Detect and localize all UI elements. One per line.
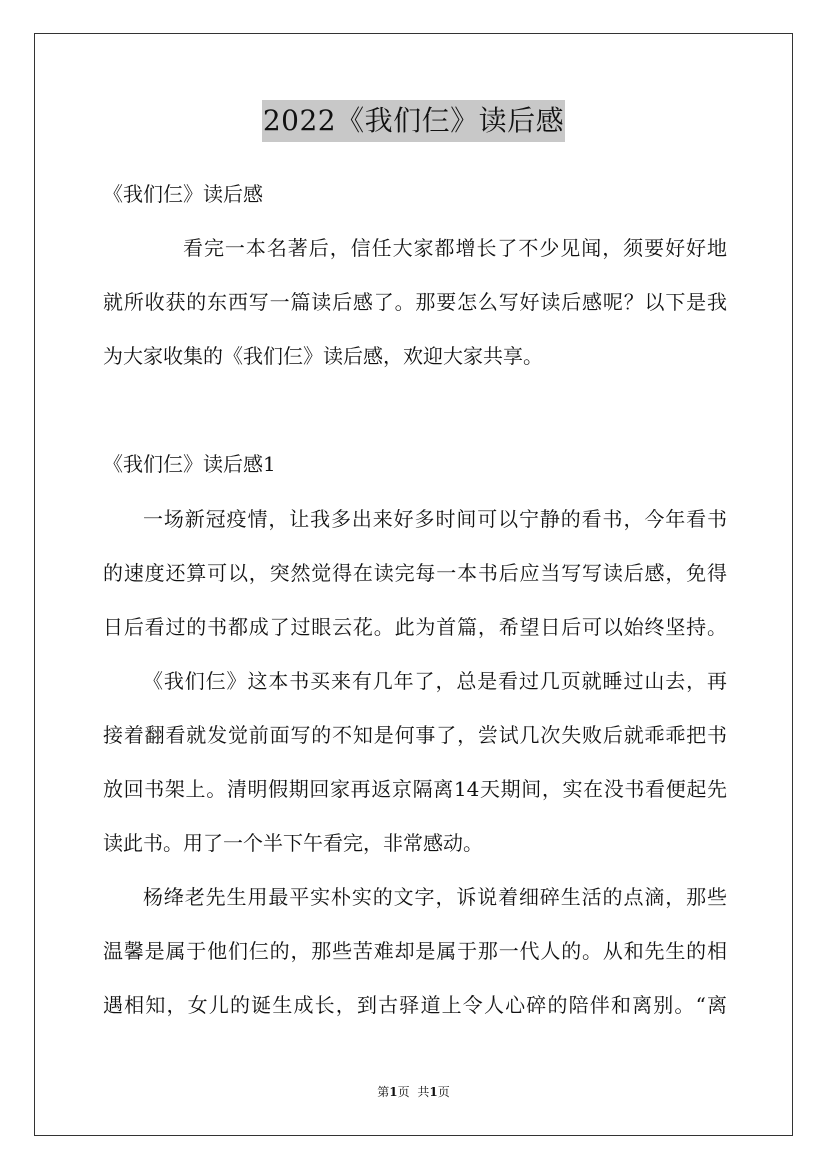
page-number-total: 1 xyxy=(429,1085,438,1099)
paragraph-line: 一场新冠疫情，让我多出来好多时间可以宁静的看书，今年看书 xyxy=(143,507,727,531)
paragraph-line: 杨绛老先生用最平实朴实的文字，诉说着细碎生活的点滴，那些 xyxy=(143,885,727,909)
intro-line: 就所收获的东西写一篇读后感了。那要怎么写好读后感呢？以下是我 xyxy=(103,290,727,314)
page-label-suffix: 页 xyxy=(397,1085,410,1099)
paragraph-line: 的速度还算可以，突然觉得在读完每一本书后应当写写读后感，免得 xyxy=(103,561,727,585)
paragraph-line: 接着翻看就发觉前面写的不知是何事了，尝试几次失败后就乖乖把书 xyxy=(103,723,727,747)
page-number-current: 1 xyxy=(389,1085,398,1099)
title-container xyxy=(0,100,827,142)
page-footer xyxy=(0,1084,827,1100)
paragraph-line: 遇相知，女儿的诞生成长，到古驿道上令人心碎的陪伴和离别。“离 xyxy=(103,993,727,1017)
paragraph-line: 日后看过的书都成了过眼云花。此为首篇，希望日后可以始终坚持。 xyxy=(103,615,727,639)
intro-line: 为大家收集的《我们仨》读后感，欢迎大家共享。 xyxy=(103,344,543,368)
document-title: 2022《我们仨》读后感 xyxy=(262,100,565,142)
section-heading: 《我们仨》读后感1 xyxy=(103,452,276,476)
paragraph-line: 《我们仨》这本书买来有几年了，总是看过几页就睡过山去，再 xyxy=(143,669,727,693)
page-label-prefix: 第 xyxy=(377,1085,390,1099)
intro-line: 看完一本名著后，信任大家都增长了不少见闻，须要好好地 xyxy=(183,236,727,260)
paragraph-line: 放回书架上。清明假期回家再返京隔离14天期间，实在没书看便起先 xyxy=(103,777,727,801)
document-subtitle: 《我们仨》读后感 xyxy=(103,182,263,206)
total-label-suffix: 页 xyxy=(437,1085,450,1099)
total-label-prefix: 共 xyxy=(417,1085,430,1099)
paragraph-line: 温馨是属于他们仨的，那些苦难却是属于那一代人的。从和先生的相 xyxy=(103,939,727,963)
paragraph-line: 读此书。用了一个半下午看完，非常感动。 xyxy=(103,831,483,855)
